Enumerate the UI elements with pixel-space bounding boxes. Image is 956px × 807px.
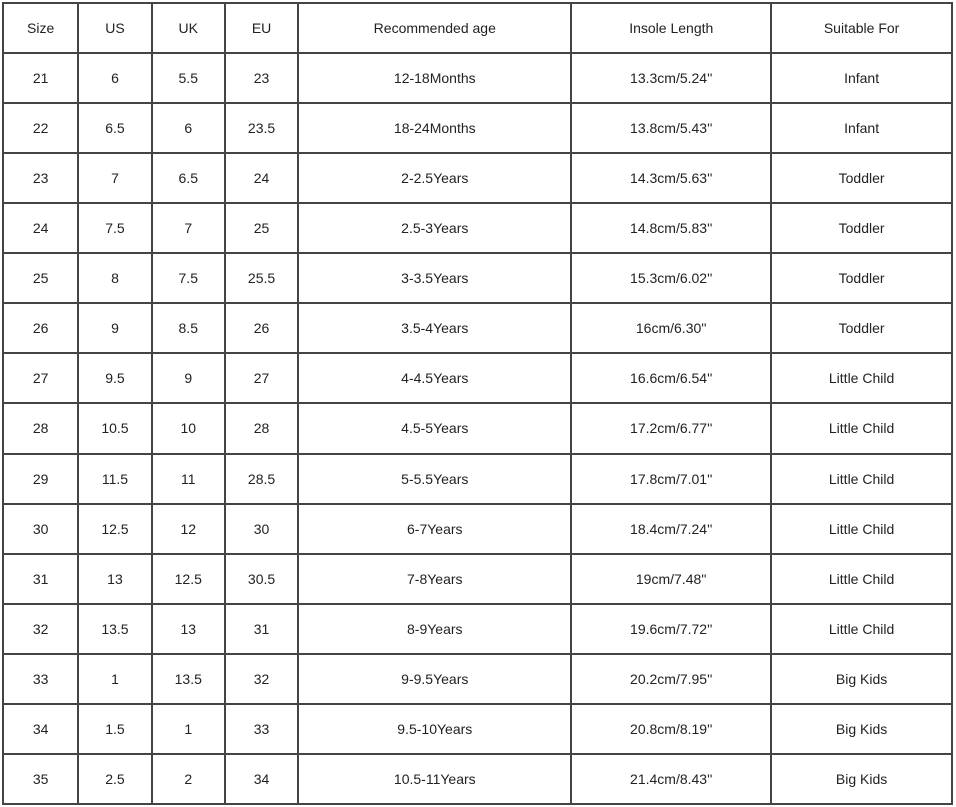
cell-uk: 12 bbox=[152, 504, 225, 554]
cell-size: 34 bbox=[3, 704, 78, 754]
cell-insole-length: 16cm/6.30'' bbox=[571, 303, 771, 353]
cell-us: 11.5 bbox=[78, 454, 151, 504]
header-recommended-age: Recommended age bbox=[298, 3, 571, 53]
cell-us: 2.5 bbox=[78, 754, 151, 804]
cell-us: 1.5 bbox=[78, 704, 151, 754]
cell-eu: 24 bbox=[225, 153, 298, 203]
cell-recommended-age: 12-18Months bbox=[298, 53, 571, 103]
cell-suitable-for: Little Child bbox=[771, 554, 952, 604]
cell-us: 6.5 bbox=[78, 103, 151, 153]
cell-suitable-for: Toddler bbox=[771, 253, 952, 303]
header-insole-length: Insole Length bbox=[571, 3, 771, 53]
table-header bbox=[3, 3, 952, 53]
cell-suitable-for: Infant bbox=[771, 53, 952, 103]
cell-suitable-for: Little Child bbox=[771, 504, 952, 554]
cell-eu: 28 bbox=[225, 403, 298, 453]
cell-uk: 7 bbox=[152, 203, 225, 253]
cell-eu: 30 bbox=[225, 504, 298, 554]
cell-recommended-age: 9.5-10Years bbox=[298, 704, 571, 754]
cell-suitable-for: Toddler bbox=[771, 203, 952, 253]
cell-eu: 26 bbox=[225, 303, 298, 353]
cell-eu: 32 bbox=[225, 654, 298, 704]
cell-uk: 1 bbox=[152, 704, 225, 754]
table-row bbox=[3, 103, 952, 153]
table-row bbox=[3, 253, 952, 303]
size-chart-table bbox=[2, 2, 953, 805]
cell-recommended-age: 4-4.5Years bbox=[298, 353, 571, 403]
cell-size: 29 bbox=[3, 454, 78, 504]
cell-recommended-age: 10.5-11Years bbox=[298, 754, 571, 804]
cell-size: 23 bbox=[3, 153, 78, 203]
cell-eu: 30.5 bbox=[225, 554, 298, 604]
cell-us: 13 bbox=[78, 554, 151, 604]
cell-eu: 27 bbox=[225, 353, 298, 403]
table-row bbox=[3, 153, 952, 203]
cell-uk: 13.5 bbox=[152, 654, 225, 704]
cell-suitable-for: Infant bbox=[771, 103, 952, 153]
cell-insole-length: 15.3cm/6.02'' bbox=[571, 253, 771, 303]
cell-insole-length: 20.8cm/8.19'' bbox=[571, 704, 771, 754]
cell-insole-length: 14.3cm/5.63'' bbox=[571, 153, 771, 203]
cell-insole-length: 19.6cm/7.72'' bbox=[571, 604, 771, 654]
cell-us: 9 bbox=[78, 303, 151, 353]
cell-us: 9.5 bbox=[78, 353, 151, 403]
table-row bbox=[3, 203, 952, 253]
cell-uk: 10 bbox=[152, 403, 225, 453]
cell-eu: 23 bbox=[225, 53, 298, 103]
cell-us: 6 bbox=[78, 53, 151, 103]
cell-suitable-for: Little Child bbox=[771, 353, 952, 403]
table-row bbox=[3, 504, 952, 554]
table-row bbox=[3, 604, 952, 654]
cell-us: 8 bbox=[78, 253, 151, 303]
cell-size: 28 bbox=[3, 403, 78, 453]
header-eu: EU bbox=[225, 3, 298, 53]
cell-uk: 6 bbox=[152, 103, 225, 153]
cell-suitable-for: Little Child bbox=[771, 454, 952, 504]
cell-suitable-for: Little Child bbox=[771, 403, 952, 453]
cell-insole-length: 18.4cm/7.24'' bbox=[571, 504, 771, 554]
cell-recommended-age: 2.5-3Years bbox=[298, 203, 571, 253]
cell-uk: 11 bbox=[152, 454, 225, 504]
cell-recommended-age: 9-9.5Years bbox=[298, 654, 571, 704]
table-row bbox=[3, 654, 952, 704]
cell-eu: 25.5 bbox=[225, 253, 298, 303]
cell-insole-length: 13.8cm/5.43'' bbox=[571, 103, 771, 153]
cell-size: 33 bbox=[3, 654, 78, 704]
cell-eu: 33 bbox=[225, 704, 298, 754]
cell-suitable-for: Big Kids bbox=[771, 704, 952, 754]
cell-recommended-age: 5-5.5Years bbox=[298, 454, 571, 504]
cell-uk: 8.5 bbox=[152, 303, 225, 353]
cell-recommended-age: 2-2.5Years bbox=[298, 153, 571, 203]
cell-insole-length: 16.6cm/6.54'' bbox=[571, 353, 771, 403]
cell-suitable-for: Toddler bbox=[771, 303, 952, 353]
cell-recommended-age: 3.5-4Years bbox=[298, 303, 571, 353]
cell-us: 12.5 bbox=[78, 504, 151, 554]
header-size: Size bbox=[3, 3, 78, 53]
cell-us: 7.5 bbox=[78, 203, 151, 253]
header-uk: UK bbox=[152, 3, 225, 53]
cell-size: 31 bbox=[3, 554, 78, 604]
table-row bbox=[3, 554, 952, 604]
cell-recommended-age: 4.5-5Years bbox=[298, 403, 571, 453]
header-row bbox=[3, 3, 952, 53]
cell-recommended-age: 7-8Years bbox=[298, 554, 571, 604]
cell-size: 25 bbox=[3, 253, 78, 303]
header-suitable-for: Suitable For bbox=[771, 3, 952, 53]
cell-size: 26 bbox=[3, 303, 78, 353]
cell-insole-length: 20.2cm/7.95'' bbox=[571, 654, 771, 704]
cell-eu: 23.5 bbox=[225, 103, 298, 153]
cell-recommended-age: 8-9Years bbox=[298, 604, 571, 654]
cell-insole-length: 14.8cm/5.83'' bbox=[571, 203, 771, 253]
table-row bbox=[3, 353, 952, 403]
table-row bbox=[3, 53, 952, 103]
cell-insole-length: 17.2cm/6.77'' bbox=[571, 403, 771, 453]
cell-us: 13.5 bbox=[78, 604, 151, 654]
cell-eu: 28.5 bbox=[225, 454, 298, 504]
cell-uk: 5.5 bbox=[152, 53, 225, 103]
header-us: US bbox=[78, 3, 151, 53]
cell-suitable-for: Little Child bbox=[771, 604, 952, 654]
cell-suitable-for: Toddler bbox=[771, 153, 952, 203]
cell-size: 32 bbox=[3, 604, 78, 654]
cell-insole-length: 21.4cm/8.43'' bbox=[571, 754, 771, 804]
cell-us: 10.5 bbox=[78, 403, 151, 453]
cell-insole-length: 19cm/7.48'' bbox=[571, 554, 771, 604]
cell-recommended-age: 3-3.5Years bbox=[298, 253, 571, 303]
table-row bbox=[3, 303, 952, 353]
cell-insole-length: 17.8cm/7.01'' bbox=[571, 454, 771, 504]
cell-size: 22 bbox=[3, 103, 78, 153]
cell-recommended-age: 6-7Years bbox=[298, 504, 571, 554]
cell-us: 1 bbox=[78, 654, 151, 704]
table-row bbox=[3, 704, 952, 754]
cell-size: 30 bbox=[3, 504, 78, 554]
cell-uk: 12.5 bbox=[152, 554, 225, 604]
cell-uk: 7.5 bbox=[152, 253, 225, 303]
cell-recommended-age: 18-24Months bbox=[298, 103, 571, 153]
table-row bbox=[3, 754, 952, 804]
cell-eu: 31 bbox=[225, 604, 298, 654]
cell-eu: 34 bbox=[225, 754, 298, 804]
cell-suitable-for: Big Kids bbox=[771, 754, 952, 804]
cell-size: 21 bbox=[3, 53, 78, 103]
table-body bbox=[3, 53, 952, 804]
cell-size: 35 bbox=[3, 754, 78, 804]
cell-suitable-for: Big Kids bbox=[771, 654, 952, 704]
cell-uk: 13 bbox=[152, 604, 225, 654]
table-row bbox=[3, 403, 952, 453]
table-row bbox=[3, 454, 952, 504]
cell-uk: 9 bbox=[152, 353, 225, 403]
cell-size: 27 bbox=[3, 353, 78, 403]
cell-us: 7 bbox=[78, 153, 151, 203]
cell-uk: 6.5 bbox=[152, 153, 225, 203]
cell-eu: 25 bbox=[225, 203, 298, 253]
cell-size: 24 bbox=[3, 203, 78, 253]
cell-uk: 2 bbox=[152, 754, 225, 804]
cell-insole-length: 13.3cm/5.24'' bbox=[571, 53, 771, 103]
